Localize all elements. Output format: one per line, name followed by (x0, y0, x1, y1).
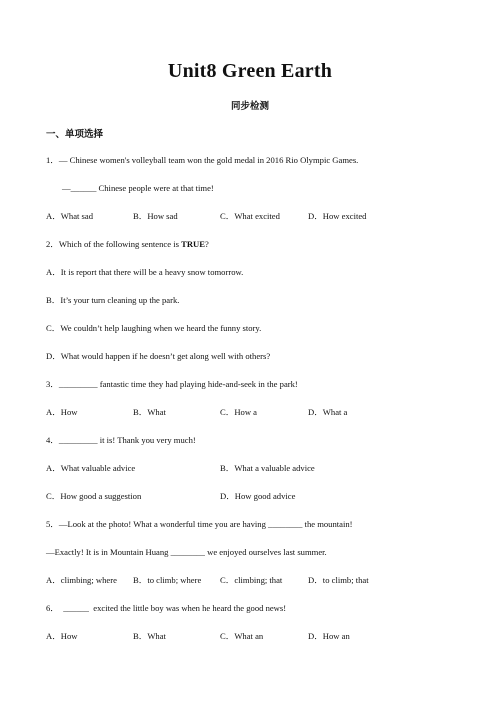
question-5-option-c: C．climbing; that (220, 575, 283, 585)
question-3-option-c: C．How a (220, 407, 257, 417)
question-6-option-c: C．What an (220, 631, 264, 641)
question-5-option-a: A．climbing; where (46, 575, 117, 585)
page-title: Unit8 Green Earth (167, 60, 333, 82)
question-2-stem-text: 2．Which of the following sentence is (46, 239, 182, 249)
question-1-option-c: C．What excited (220, 211, 280, 221)
question-5-option-d: D．to climb; that (308, 575, 369, 585)
question-2-option-a: A．It is report that there will be a heavy snow tomorrow. (46, 267, 244, 277)
question-3-option-d: D．What a (308, 407, 348, 417)
question-6-stem: 6． ______ excited the little boy was when he heard the good news! (46, 603, 287, 613)
question-5-stem: 5．—Look at the photo! What a wonderful time you are having ________ the mountain! (46, 519, 353, 529)
question-4-stem: 4．_________ it is! Thank you very much! (46, 435, 196, 445)
question-4-option-c: C．How good a suggestion (46, 491, 142, 501)
question-3-option-b: B．What (133, 407, 166, 417)
question-1-stem: 1．— Chinese women's volleyball team won the gold medal in 2016 Rio Olympic Games. (46, 155, 359, 165)
question-6-option-a: A．How (46, 631, 78, 641)
question-2-stem-end: ? (204, 239, 209, 249)
question-1-option-b: B．How sad (133, 211, 178, 221)
question-2-option-c: C．We couldn’t help laughing when we heard the funny story. (46, 323, 262, 333)
question-4-option-d: D．How good advice (220, 491, 296, 501)
question-2-stem-emphasis: TRUE (181, 239, 205, 249)
question-1-option-a: A．What sad (46, 211, 94, 221)
question-3-stem: 3．_________ fantastic time they had playing hide-and-seek in the park! (46, 379, 298, 389)
question-3-option-a: A．How (46, 407, 78, 417)
question-1-reply: —______ Chinese people were at that time! (62, 183, 214, 193)
question-5-option-b: B．to climb; where (133, 575, 202, 585)
question-4-option-b: B．What a valuable advice (220, 463, 315, 473)
question-6-option-b: B．What (133, 631, 166, 641)
question-2-stem (46, 238, 209, 250)
page-subtitle: 同步检测 (230, 101, 269, 112)
question-5-reply: —Exactly! It is in Mountain Huang ________ we enjoyed ourselves last summer. (46, 547, 327, 557)
question-1-option-d: D．How excited (308, 211, 367, 221)
question-2-option-b: B．It’s your turn cleaning up the park. (46, 295, 180, 305)
question-6-option-d: D．How an (308, 631, 350, 641)
question-4-option-a: A．What valuable advice (46, 463, 136, 473)
question-2-option-d: D．What would happen if he doesn’t get along well with others? (46, 351, 271, 361)
section-heading: 一、单项选择 (46, 129, 104, 140)
